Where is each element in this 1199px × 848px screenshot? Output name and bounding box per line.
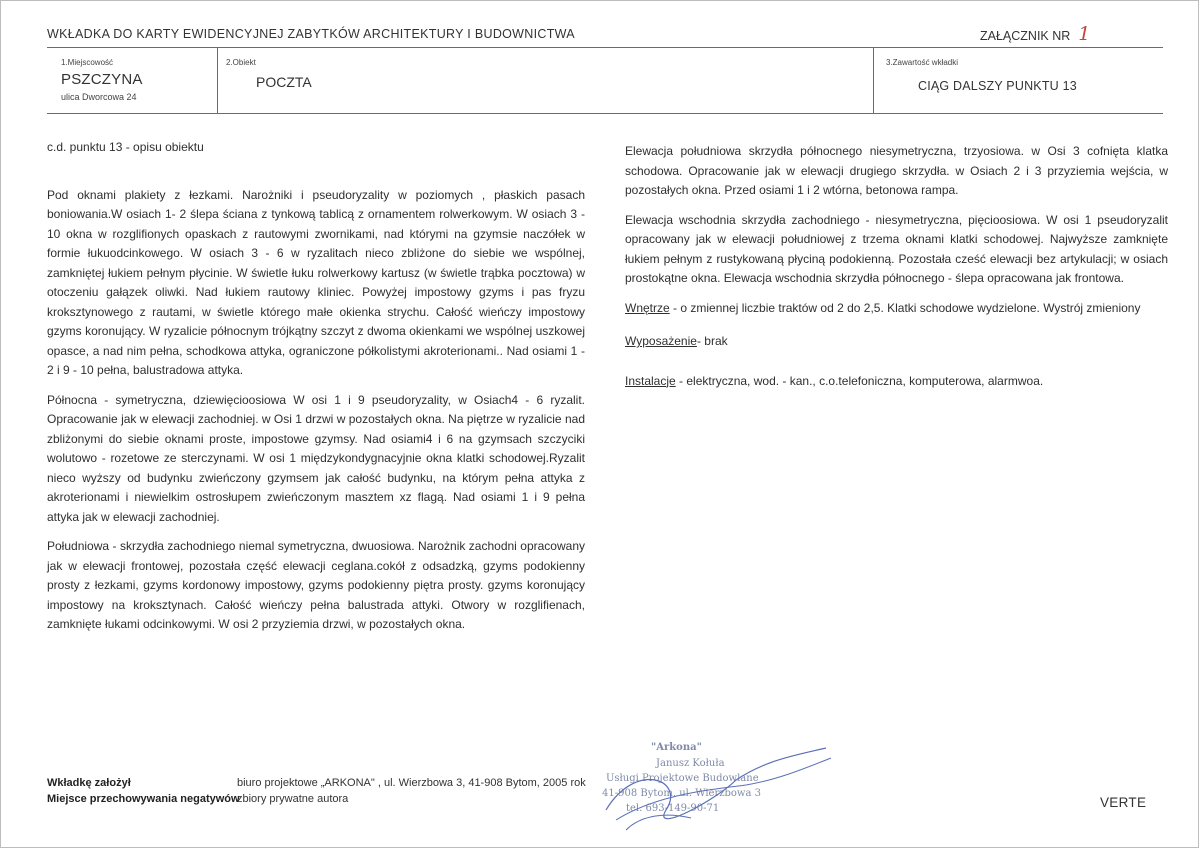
stamp-line-3: Usługi Projektowe Budowlane [606,773,759,784]
info-row [47,47,1163,114]
footer-values [237,775,586,807]
stamp-line-5: tel. 693-149-90-71 [626,803,720,814]
locality-value: PSZCZYNA [61,71,143,88]
interior-label: Wnętrze [625,300,670,315]
attachment-label: ZAŁĄCZNIK NR [980,29,1071,43]
signature-scribble [596,740,836,840]
right-column [625,142,1168,401]
installations-label: Instalacje [625,373,676,388]
paragraph-installations [625,372,1168,392]
section-lead: c.d. punktu 13 - opisu obiektu [47,140,204,154]
contents-label: 3.Zawartość wkładki [886,58,959,67]
footer-labels [47,775,240,807]
attachment-handwritten-number: 1 [1078,23,1091,45]
document-title: WKŁADKA DO KARTY EWIDENCYJNEJ ZABYTKÓW ARCHITEKTURY I BUDOWNICTWA [47,27,575,41]
equipment-label: Wyposażenie [625,334,697,348]
verte-label: VERTE [1100,795,1147,810]
paragraph-equipment [625,332,1168,352]
left-column [47,138,585,645]
negatives-label: Miejsce przechowywania negatywów [47,793,240,805]
stamp-line-1: "Arkona" [651,742,702,753]
attachment-number [980,23,1090,45]
locality-street: ulica Dworcowa 24 [61,92,137,102]
stamp-line-2: Janusz Kołuła [656,758,725,769]
equipment-text: - brak [696,334,728,348]
contents-value: CIĄG DALSZY PUNKTU 13 [918,79,1077,93]
object-label: 2.Obiekt [226,58,256,67]
paragraph-north-elevation: Północna - symetryczna, dziewięcioosiowa W osi 1 i 9 pseudoryzality, w Osiach4 - 6 ryzalit. Opracowanie jak w elewacji zachodniej. w Osi 1 drzwi w pozostałych okna. Na piętrze w ryzalicie nad zbliżonymi do siebie oknami proste, impostowe gzymsy. Nad osiami4 i 6 na gzymsach szczyciki wolutowo - rozetowe ze sterczynami. W osi 1 międzykondygnacyjnie okna klatki schodowej.Ryzalit nieco wyższy od budynku zwieńczony gzymsem jak całość budynku, na którym pełna attyka z akroterionami i niewielkim ostrosłupem zwieńczonym masztem xz flagą. Nad osiami 1 i 9 pełna attyka jak w elewacji zachodniej. [47,392,585,524]
paragraph-west-elevation: Pod oknami plakiety z łezkami. Narożniki i pseudoryzality w poziomych , płaskich pasach boniowania.W osiach 1- 2 ślepa ściana z tynkową tablicą z ornamentem rolwerkowym. W osiach 3 - 10 okna w rozglifionych opaskach z rautowymi zwornikami, nad którymi na gzymsie naczółek w formie łukuodcinkowego. W osiach 3 - 6 w ryzalitach nieco zbliżone do siebie we wspólnej, zamkniętej łukiem pełnym płycinie. W świetle łuku rolwerkowy kartusz (w świetle trąbka pocztowa) w otoczeniu gałązek oliwki. Nad łukiem rautowy kliniec. Powyżej impostowy gzyms i pas fryzu kroksztynowego z rautami, w świetle którego małe okienka strychu. Całość wieńczy impostowy gzyms koronujący. W ryzalicie północnym trójkątny szczyt z dwoma okienkami we wspólnej uszkowej opasce, a nad nim pełna, schodkowa attyka, ograniczone półkolistymi akroterionami.. Nad osiami 1 - 2 i 9 - 10 pełna, balustradowa attyka. [47,187,585,377]
paragraph-interior [625,299,1168,319]
interior-text: - o zmiennej liczbie traktów od 2 do 2,5. Klatki schodowe wydzielone. Wystrój zmieniony [669,300,1141,315]
negatives-value: zbiory prywatne autora [237,793,349,805]
contents-cell [874,47,1163,114]
object-value: POCZTA [256,74,312,90]
paragraph-south-elevation: Południowa - skrzydła zachodniego niemal symetryczna, dwuosiowa. Narożnik zachodni opracowany jak w elewacji frontowej, pozostała część elewacji ceglana.cokół z odsadzką, gzyms podokienny prosty z łezkami, gzyms kordonowy impostowy, gzyms podokienny piętra prosty. gzyms koronujący impostowy na kroksztynach. Całość wieńczy pełna balustrada attyki. Otwory w rozglifienach, zamknięte łukami odcinkowymi. W osi 2 przyziemia drzwi, w pozostałych okna. [47,539,585,631]
locality-label: 1.Miejscowość [61,58,114,67]
paragraph-east-elevation: Elewacja wschodnia skrzydła zachodniego - niesymetryczna, pięcioosiowa. W osi 1 pseudoryzalit opracowany jak w elewacji południowej z trzema oknami klatki schodowej. Najwyższe zamknięte łukiem pełnym z rustykowaną płyciną podokienną. Pozostała cześć elewacji bez artykulacji; w osiach prostokątne okna. Elewacja wschodnia skrzydła północnego - ślepa opracowana jak frontowa. [625,212,1168,285]
paragraph-south-north-wing: Elewacja południowa skrzydła północnego niesymetryczna, trzyosiowa. w Osi 3 cofnięta klatka schodowa. Opracowanie jak w elewacji drugiego skrzydła. w Osiach 2 i 3 przyziemia wejścia, w pozostałych okna. Przed osiami 1 i 2 wtórna, betonowa rampa. [625,144,1168,197]
stamp-line-4: 41-908 Bytom, ul. Wierzbowa 3 [602,788,761,799]
created-by-label: Wkładkę założył [47,777,131,789]
company-stamp [596,740,836,840]
created-by-value: biuro projektowe „ARKONA" , ul. Wierzbowa 3, 41-908 Bytom, 2005 rok [237,777,586,789]
installations-text: - elektryczna, wod. - kan., c.o.telefoniczna, komputerowa, alarmwoa. [675,373,1044,388]
locality-cell [47,47,218,114]
object-cell [218,47,874,114]
